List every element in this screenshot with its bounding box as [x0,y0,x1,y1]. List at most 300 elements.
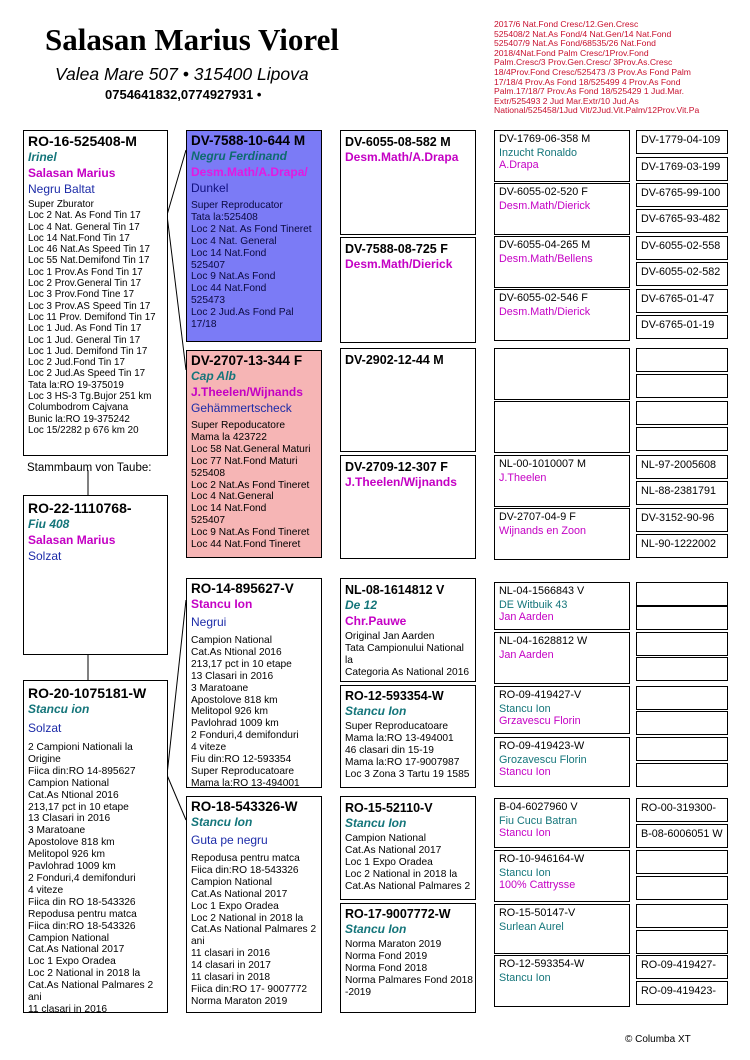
great-ancestor-cell[interactable] [636,236,728,260]
grandparent-ring-number: DV-6055-08-582 M [345,135,451,149]
description-line: Apostolove 818 km [28,837,115,849]
grandparent-ring-number: RO-12-593354-W [345,689,444,703]
description-line: Loc 1 Expo Oradea [191,900,279,912]
great-ancestor-ring-number: RO-00-319300- [641,802,717,814]
great-ancestor-cell[interactable] [636,348,728,372]
description-line: 525473 [191,295,225,307]
description-line: Melitopol 926 km [28,849,106,861]
subject-description [24,197,167,438]
ancestor-cell[interactable] [494,632,630,684]
description-line: 213,17 pct in 10 etape [28,801,129,813]
dam-sire-ring-number: RO-14-895627-V [191,581,294,596]
description-line: Loc 2 National in 2018 la [28,968,141,980]
ancestor-breeder: Jan Aarden [499,611,554,623]
great-ancestor-ring-number [637,764,727,770]
ancestor-cell[interactable] [494,183,630,235]
great-ancestor-cell[interactable] [636,455,728,479]
description-line: Loc 1 Prov.As Fond Tin 17 [28,266,143,278]
ancestor-ring-number: NL-00-1010007 M [499,458,587,470]
description-line: Fiica din:RO 14-895627 [28,765,136,777]
dam-sire-pigeon-card[interactable] [186,578,322,788]
description-line: Loc 14 Nat.Fond Tin 17 [28,232,130,244]
description-line: 525408 [191,467,225,479]
achievement-line: 2017/6 Nat.Fond Cresc/12.Gen.Cresc [494,20,639,29]
dam-dam-pigeon-card[interactable] [186,796,322,1013]
description-line: Campion National [28,777,109,789]
achievement-line: 17/18/4 Prov.As Fond 18/525499 4 Prov.As Fond [494,76,681,87]
description-line: Loc 1 Jud. Demifond Tin 17 [28,345,148,357]
subject-breeder: Salasan Marius [28,166,116,180]
grandparent-name: Stancu Ion [345,816,407,830]
description-line: Origine [28,753,61,765]
ancestor-cell[interactable] [494,508,630,560]
great-ancestor-ring-number [637,402,727,408]
description-line: Loc 77 Nat.Fond Maturi [191,455,298,467]
description-line: Loc 2 National in 2018 la [345,868,458,880]
ancestor-name: Stancu Ion [499,972,551,984]
great-ancestor-ring-number: RO-09-419427- [641,959,717,971]
grandparent-name: Stancu Ion [345,922,407,936]
dam-pigeon-card[interactable] [186,350,322,558]
copyright-label: © Columba XT [625,1034,691,1045]
description-line: Loc 14 Nat.Fond [191,503,267,515]
description-line: Loc 1 Expo Oradea [28,956,116,968]
great-ancestor-ring-number [637,633,727,639]
achievements-list [494,20,748,116]
description-line: 4 viteze [28,884,64,896]
ancestor-ring-number: DV-1769-06-358 M [499,133,591,145]
grandparent-description [341,719,475,783]
ancestor-cell[interactable] [494,130,630,182]
description-line: Loc 3 Prov.Fond Tine 17 [28,289,135,301]
ancestor-cell[interactable] [494,236,630,288]
ancestor-breeder: A.Drapa [499,159,539,171]
great-ancestor-ring-number [637,712,727,718]
stammbaum-label: Stammbaum von Taube: [27,462,152,474]
description-line: Loc 2 Nat. As Fond Tineret [191,223,312,235]
achievement-line: Palm.17/18/7 Prov.As Fond 18/525429 1 Jud.Mar. [494,86,684,97]
ancestor-cell[interactable] [494,798,630,848]
description-line: Campion National [345,833,426,844]
description-line: Super Zburator [28,199,94,210]
ancestor-breeder: Desm.Math/Dierick [499,306,591,318]
great-ancestor-ring-number: DV-6765-93-482 [641,213,721,225]
description-line: 11 clasari in 2018 [191,972,271,984]
description-line: Loc 58 Nat.General Maturi [191,443,311,455]
description-line: Super Repoducatore [191,420,286,431]
achievement-line: Extr/525493 2 Jud Mar.Extr/10 Jud.As [494,95,639,106]
dam-sire-breeder: Stancu Ion [191,597,253,611]
grandparent-ring-number: DV-2709-12-307 F [345,460,448,474]
description-line: Columbodrom Cajvana [28,402,129,414]
description-line: Cat.As National Palmares 2 [345,880,471,892]
description-line: 213,17 pct in 10 etape [191,658,292,670]
description-line: Pavlohrad 1009 km [28,861,116,873]
sibling-ring-number: RO-22-1110768- [28,500,132,516]
ancestor-ring-number: DV-2707-04-9 F [499,511,576,523]
description-line: Campion National [191,635,272,646]
grandparent-breeder: Desm.Math/A.Drapa [345,150,459,164]
great-ancestor-cell[interactable] [636,824,728,848]
ancestor-breeder: 100% Cattrysse [499,879,576,891]
ancestor-cell[interactable] [494,955,630,1007]
grandparent-description [341,937,475,1001]
sibling-breeder: Salasan Marius [28,533,116,547]
grandparent-card-2[interactable] [340,237,476,343]
achievement-line: 525408/2 Nat.As Fond/4 Nat.Gen/14 Nat.Fond [494,28,672,39]
description-line: Norma Fond 2019 [345,950,428,962]
great-ancestor-ring-number: NL-90-1222002 [641,538,717,550]
description-line: Fiica din:RO 18-543326 [28,920,136,932]
great-ancestor-cell[interactable] [636,850,728,874]
great-ancestor-cell[interactable] [636,606,728,630]
great-ancestor-cell[interactable] [636,534,728,558]
description-line: 525407 [191,259,225,271]
owner-phone: 0754641832,0774927931 • [105,87,262,102]
great-ancestor-cell[interactable] [636,904,728,928]
great-ancestor-ring-number [637,877,727,883]
ancestor-cell[interactable] [494,737,630,787]
description-line: 3 Maratoane [28,825,86,837]
description-line: 4 viteze [191,742,227,754]
description-line: Mama la:RO 13-494001 [345,732,454,744]
dam-side-description [24,740,167,1013]
grandparent-card-6[interactable] [340,685,476,788]
ancestor-ring-number: DV-6055-02-546 F [499,292,588,304]
great-ancestor-ring-number: DV-6765-99-100 [641,187,721,199]
description-line: Loc 4 Nat. General [191,235,277,247]
description-line: Loc 46 Nat.As Speed Tin 17 [28,244,150,256]
great-ancestor-cell[interactable] [636,798,728,822]
description-line: Fiica din RO 18-543326 [28,896,136,908]
description-line: Tata la:525408 [191,211,258,223]
great-ancestor-ring-number [637,738,727,744]
dam-sire-color: Negrui [191,615,227,629]
description-line: la [345,654,353,666]
ancestor-breeder: Stancu Ion [499,827,551,839]
description-line: Cat.As Ntional 2016 [28,789,119,801]
subject-name: Irinel [28,150,57,164]
ancestor-name: Surlean Aurel [499,921,564,933]
ancestor-cell[interactable] [494,850,630,902]
description-line: -2019 [345,986,372,998]
great-ancestor-cell[interactable] [636,930,728,954]
dam-side-name: Stancu ion [28,702,90,716]
grandparent-card-4[interactable] [340,455,476,559]
ancestor-ring-number: NL-04-1566843 V [499,585,585,597]
sire-name: Negru Ferdinand [191,149,288,163]
ancestor-cell[interactable] [494,289,630,341]
description-line: ani [191,936,205,948]
description-line: Mama la:RO 17-9007987 [345,756,460,768]
great-ancestor-cell[interactable] [636,209,728,233]
description-line: Loc 15/2282 p 676 km 20 [28,424,139,436]
description-line: Loc 2 Prov.General Tin 17 [28,278,142,290]
great-ancestor-cell[interactable] [636,955,728,979]
achievement-line: National/525458/1Jud Vit/2Jud.Vit.Palm/12Prov.Vit.Pa [494,105,700,116]
owner-name: Salasan Marius Viorel [45,22,339,57]
great-ancestor-ring-number [637,931,727,937]
achievement-line: 18/4Prov.Fond Cresc/525473 /3 Prov.As Fond Palm [494,66,691,77]
description-line: Mama la 423722 [191,431,267,443]
description-line: Fiica din:RO 18-543326 [191,864,299,876]
description-line: Loc 3 HS-3 Tg.Bujor 251 km [28,391,152,403]
ancestor-ring-number [495,402,629,406]
great-ancestor-ring-number [637,658,727,664]
great-ancestor-cell[interactable] [636,508,728,532]
description-line: Loc 3 Prov.AS Speed Tin 17 [28,300,151,312]
description-line: Loc 2 Jud.Fond Tin 17 [28,357,125,369]
great-ancestor-ring-number: DV-6055-02-558 [641,240,721,252]
description-line: Loc 44 Nat.Fond Tineret [191,539,301,551]
great-ancestor-ring-number: NL-88-2381791 [641,485,717,497]
sire-description [187,198,321,333]
great-ancestor-ring-number: DV-1779-04-109 [641,134,721,146]
description-line: Loc 2 Jud.As Fond Pal [191,307,294,319]
great-ancestor-ring-number [637,349,727,355]
ancestor-ring-number [495,349,629,353]
ancestor-ring-number: NL-04-1628812 W [499,635,588,647]
dam-dam-ring-number: RO-18-543326-W [191,799,298,814]
dam-description [187,418,321,553]
subject-ring-number: RO-16-525408-M [28,133,137,149]
ancestor-cell[interactable] [494,455,630,507]
great-ancestor-cell[interactable] [636,686,728,710]
description-line: 2 Fonduri,4 demifonduri [191,730,299,742]
great-ancestor-cell[interactable] [636,315,728,339]
description-line: Campion National [191,876,272,888]
great-ancestor-cell[interactable] [636,183,728,207]
description-line: Cat.As National 2017 [28,944,125,956]
great-ancestor-ring-number: NL-97-2005608 [641,459,717,471]
grandparent-breeder [341,367,475,369]
great-ancestor-cell[interactable] [636,763,728,787]
achievement-line: 2018/4Nat.Fond Palm Cresc/1Prov.Fond [494,47,649,58]
grandparent-breeder: J.Theelen/Wijnands [345,475,457,489]
ancestor-name: Grozavescu Florin [499,754,587,766]
description-line: Norma Maraton 2019 [191,995,288,1007]
description-line: 46 clasari din 15-19 [345,744,434,756]
grandparent-description [341,831,475,895]
great-ancestor-cell[interactable] [636,632,728,656]
description-line: Norma Palmares Fond 2018 [345,974,473,986]
description-line: 17/18 [191,319,217,331]
grandparent-breeder: Desm.Math/Dierick [345,257,453,271]
grandparent-ring-number: DV-7588-08-725 F [345,242,448,256]
description-line: Categoria As National 2016 [345,666,470,678]
description-line: 2 Fonduri,4 demifonduri [28,872,136,884]
dam-side-pigeon-card[interactable] [23,680,168,1013]
dam-dam-color: Guta pe negru [191,833,268,847]
great-ancestor-cell[interactable] [636,401,728,425]
great-ancestor-ring-number [637,583,727,589]
grandparent-card-7[interactable] [340,796,476,900]
description-line: Loc 44 Nat.Fond [191,283,267,295]
dam-color: Gehämmertscheck [191,401,292,415]
great-ancestor-ring-number: DV-6765-01-19 [641,319,715,331]
owner-address: Valea Mare 507 • 315400 Lipova [55,64,309,84]
achievement-line: 525407/9 Nat.As Fond/68535/26 Nat.Fond [494,38,656,49]
description-line: Repodusa pentru matca [191,853,300,864]
grandparent-card-8[interactable] [340,903,476,1013]
ancestor-name: DE Witbuik 43 [499,599,568,611]
sibling-color: Solzat [28,549,62,563]
sibling-name: Fiu 408 [28,517,70,531]
ancestor-breeder: J.Theelen [499,472,547,484]
great-ancestor-ring-number [637,851,727,857]
sire-breeder: Desm.Math/A.Drapa/ [191,165,308,179]
great-ancestor-cell[interactable] [636,427,728,451]
great-ancestor-cell[interactable] [636,711,728,735]
description-line: Norma Fond 2018 [345,962,428,974]
ancestor-name: Stancu Ion [499,867,551,879]
great-ancestor-ring-number [637,687,727,693]
great-ancestor-cell[interactable] [636,262,728,286]
ancestor-breeder: Stancu Ion [499,766,551,778]
description-line: 11 clasari in 2016 [28,1003,108,1013]
ancestor-ring-number: RO-15-50147-V [499,907,576,919]
dam-name: Cap Alb [191,369,236,383]
description-line: Loc 55 Nat.Demifond Tin 17 [28,255,150,267]
ancestor-ring-number: DV-6055-04-265 M [499,239,591,251]
description-line: Loc 1 Jud. As Fond Tin 17 [28,323,142,335]
description-line: 2 Campioni Nationali la [28,742,133,753]
description-line: Loc 4 Nat. General Tin 17 [28,221,140,233]
great-ancestor-ring-number: DV-6055-02-582 [641,266,721,278]
description-line: Cat.As National Palmares 2 [191,924,317,936]
ancestor-name: Fiu Cucu Batran [499,815,578,827]
sire-color: Dunkel [191,181,229,195]
description-line: Campion National [28,932,109,944]
great-ancestor-cell[interactable] [636,981,728,1005]
description-line: Loc 2 Nat. As Fond Tin 17 [28,210,141,222]
description-line: Loc 11 Prov. Demifond Tin 17 [28,311,156,323]
ancestor-cell[interactable] [494,401,630,453]
sire-pigeon-card[interactable] [186,130,322,342]
description-line: 3 Maratoane [191,682,249,694]
great-ancestor-ring-number [637,607,727,613]
ancestor-ring-number: DV-6055-02-520 F [499,186,588,198]
description-line: Cat.As National 2017 [345,844,442,856]
description-line: Norma Maraton 2019 [345,939,442,950]
description-line: Loc 9 Nat.As Fond Tineret [191,527,310,539]
great-ancestor-cell[interactable] [636,481,728,505]
description-line: Repodusa pentru matca [28,908,137,920]
description-line: Loc 14 Nat.Fond [191,247,267,259]
description-line: Bunic la:RO 19-375242 [28,413,130,425]
achievement-line: Palm.Cresc/3 Prov.Gen.Cresc/ 3Prov.As.Cresc [494,57,673,68]
great-ancestor-ring-number: DV-1769-03-199 [641,161,721,173]
great-ancestor-cell[interactable] [636,737,728,761]
grandparent-ring-number: NL-08-1614812 V [345,583,445,597]
description-line: Mama la:RO 13-494001 [191,777,300,788]
description-line: Loc 4 Nat.General [191,491,274,503]
description-line: ani [28,992,42,1004]
grandparent-ring-number: DV-2902-12-44 M [345,353,444,367]
description-line: Cat.As National 2017 [191,888,288,900]
great-ancestor-ring-number: DV-6765-01-47 [641,293,715,305]
great-ancestor-cell[interactable] [636,130,728,154]
description-line: Tata Campionului National [345,642,464,654]
dam-ring-number: DV-2707-13-344 F [191,353,303,368]
sire-ring-number: DV-7588-10-644 M [191,133,306,148]
description-line: Loc 9 Nat.As Fond [191,271,276,283]
ancestor-name: Inzucht Ronaldo [499,147,578,159]
description-line: Cat.As National Palmares 2 [28,980,154,992]
description-line: Loc 2 Jud.As Speed Tin 17 [28,368,146,380]
description-line: Loc 2 National in 2018 la [191,912,304,924]
great-ancestor-cell[interactable] [636,876,728,900]
description-line: Loc 3 Zona 3 Tartu 19 1585 [345,768,470,780]
description-line: Super Reproducatoare [345,721,449,732]
description-line: 525407 [191,515,225,527]
dam-breeder: J.Theelen/Wijnands [191,385,303,399]
great-ancestor-cell[interactable] [636,374,728,398]
dam-sire-description [187,633,321,788]
description-line: Original Jan Aarden [345,631,435,642]
grandparent-breeder: Chr.Pauwe [345,614,407,628]
great-ancestor-cell[interactable] [636,157,728,181]
great-ancestor-ring-number [637,428,727,434]
great-ancestor-ring-number: DV-3152-90-96 [641,512,715,524]
ancestor-breeder: Desm.Math/Bellens [499,253,593,265]
dam-dam-breeder: Stancu Ion [191,815,253,829]
grandparent-card-1[interactable] [340,130,476,235]
description-line: Cat.As Ntional 2016 [191,646,282,658]
ancestor-breeder: Desm.Math/Dierick [499,200,591,212]
description-line: Super Reproducatoare [191,765,295,777]
dam-side-ring-number: RO-20-1075181-W [28,685,147,701]
great-ancestor-cell[interactable] [636,289,728,313]
grandparent-description [341,629,475,681]
dam-side-color: Solzat [28,721,62,735]
description-line: Loc 1 Expo Oradea [345,856,433,868]
ancestor-cell[interactable] [494,582,630,630]
great-ancestor-ring-number: RO-09-419423- [641,985,717,997]
description-line: 13 Clasari in 2016 [28,813,111,825]
description-line: Super Reproducator [191,200,283,211]
description-line: Tata la:RO 19-375019 [28,379,124,391]
dam-dam-description [187,851,321,1010]
description-line: 13 Clasari in 2016 [191,670,274,682]
description-line: Pavlohrad 1009 km [191,718,279,730]
ancestor-ring-number: RO-09-419427-V [499,689,582,701]
subject-pigeon-card[interactable] [23,130,168,456]
description-line: 14 clasari in 2017 [191,960,271,972]
ancestor-breeder: Jan Aarden [499,649,554,661]
grandparent-name: Stancu Ion [345,704,407,718]
ancestor-cell[interactable] [494,686,630,734]
great-ancestor-ring-number [637,375,727,381]
subject-color: Negru Baltat [28,182,95,196]
ancestor-name: Stancu Ion [499,703,551,715]
ancestor-breeder: Wijnands en Zoon [499,525,587,537]
ancestor-breeder: Grzavescu Florin [499,715,581,727]
description-line: Loc 1 Jud. General Tin 17 [28,334,141,346]
sibling-pigeon-card[interactable] [23,495,168,655]
ancestor-cell[interactable] [494,904,630,954]
description-line: 11 clasari in 2016 [191,948,271,960]
grandparent-card-3[interactable] [340,348,476,452]
grandparent-ring-number: RO-17-9007772-W [345,907,451,921]
grandparent-card-5[interactable] [340,578,476,682]
great-ancestor-cell[interactable] [636,657,728,681]
description-line: Fiica din:RO 17- 9007772 [191,983,308,995]
ancestor-cell[interactable] [494,348,630,400]
great-ancestor-ring-number: B-08-6006051 W [641,828,723,840]
great-ancestor-ring-number [637,905,727,911]
great-ancestor-cell[interactable] [636,582,728,606]
